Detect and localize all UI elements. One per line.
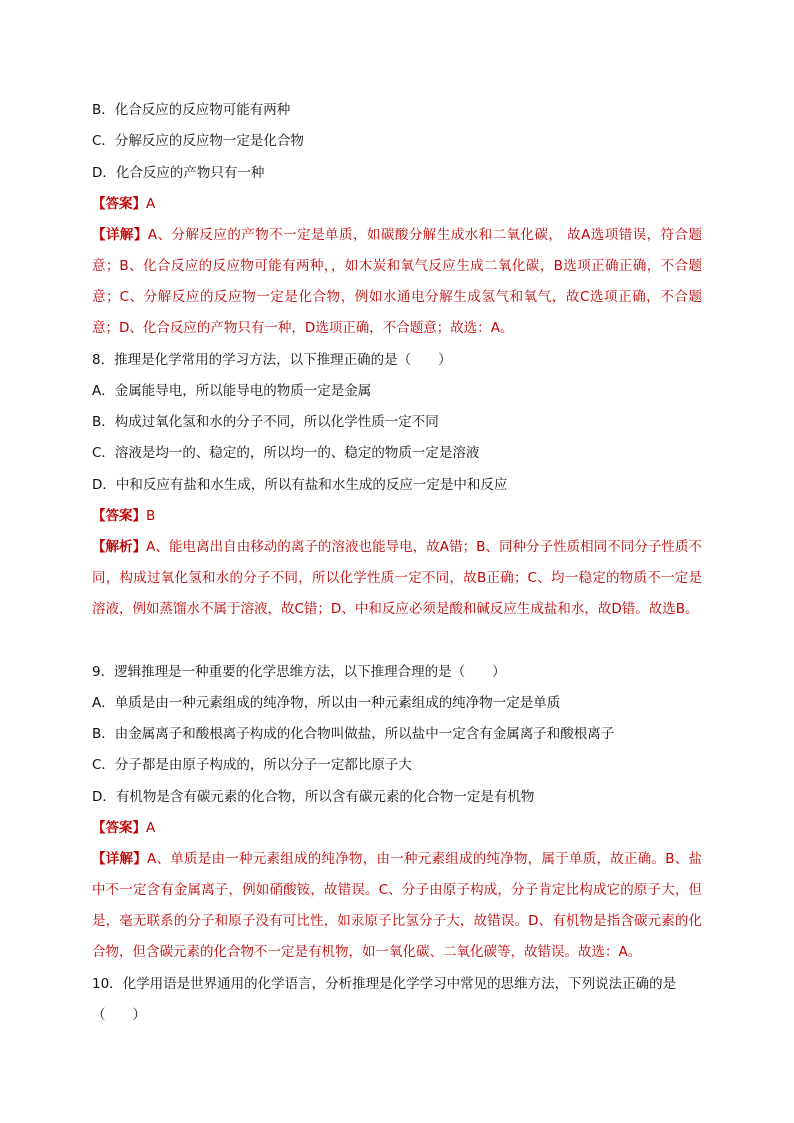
answer-value: A bbox=[146, 196, 156, 212]
detail-text: A、单质是由一种元素组成的纯净物，由一种元素组成的纯净物，属于单质，故正确。B、盐中不一定含有金属离子，例如硝酸铵，故错误。C、分子由原子构成，分子肯定比构成它的原子大，但是，毫无联系的分子和原子没有可比性，如汞原子比氢分子大，故错误。D、有机物是指含碳元素的化合物，但含碳元素的化合物不一定是有机物，如一氧化碳、二氧化碳等，故错误。故选：A。 bbox=[92, 851, 702, 960]
q8-explanation bbox=[92, 532, 702, 625]
q8-option-c: C．溶液是均一的、稳定的，所以均一的、稳定的物质一定是溶液 bbox=[92, 445, 480, 461]
q7-explanation bbox=[92, 220, 702, 344]
detail-tag: 【解析】 bbox=[92, 539, 147, 555]
answer-value: B bbox=[146, 508, 156, 524]
q8-answer bbox=[92, 506, 155, 526]
q9-option-b: B．由金属离子和酸根离子构成的化合物叫做盐，所以盐中一定含有金属离子和酸根离子 bbox=[92, 726, 615, 742]
detail-tag: 【详解】 bbox=[92, 851, 147, 867]
q8-option-b: B．构成过氧化氢和水的分子不同，所以化学性质一定不同 bbox=[92, 414, 439, 430]
answer-value: A bbox=[146, 820, 156, 836]
q9-answer bbox=[92, 818, 155, 838]
q8-option-d: D．中和反应有盐和水生成，所以有盐和水生成的反应一定是中和反应 bbox=[92, 477, 508, 493]
q7-option-b: B．化合反应的反应物可能有两种 bbox=[92, 102, 291, 118]
q7-answer bbox=[92, 194, 155, 214]
answer-tag: 【答案】 bbox=[92, 196, 146, 212]
detail-text: A、分解反应的产物不一定是单质，如碳酸分解生成水和二氧化碳， 故A选项错误，符合题意；B、化合反应的反应物可能有两种，，如木炭和氧气反应生成二氧化碳，B选项正确正确，不合题意；C、分解反应的反应物一定是化合物，例如水通电分解生成氢气和氧气，故C选项正确，不合题意；D、化合反应的产物只有一种，D选项正确，不合题意；故选：A。 bbox=[92, 227, 702, 336]
answer-tag: 【答案】 bbox=[92, 820, 146, 836]
q10-stem-line1: 10．化学用语是世界通用的化学语言，分析推理是化学学习中常见的思维方法，下列说法正确的是 bbox=[92, 976, 677, 992]
q9-option-c: C．分子都是由原子构成的，所以分子一定都比原子大 bbox=[92, 757, 412, 773]
q9-explanation bbox=[92, 844, 702, 968]
q8-option-a: A．金属能导电，所以能导电的物质一定是金属 bbox=[92, 383, 372, 399]
q8-stem: 8．推理是化学常用的学习方法，以下推理正确的是（ ） bbox=[92, 352, 452, 368]
q7-option-d: D．化合反应的产物只有一种 bbox=[92, 165, 265, 181]
detail-text: A、能电离出自由移动的离子的溶液也能导电，故A错；B、同种分子性质相同不同分子性质不同，构成过氧化氢和水的分子不同，所以化学性质一定不同，故B正确；C、均一稳定的物质不一定是溶液，例如蒸馏水不属于溶液，故C错；D、中和反应必须是酸和碱反应生成盐和水，故D错。故选B。 bbox=[92, 539, 703, 617]
detail-tag: 【详解】 bbox=[92, 227, 148, 243]
q10-stem-line2: （ ） bbox=[92, 1007, 146, 1023]
q9-option-d: D．有机物是含有碳元素的化合物，所以含有碳元素的化合物一定是有机物 bbox=[92, 789, 535, 805]
answer-tag: 【答案】 bbox=[92, 508, 146, 524]
q9-option-a: A．单质是由一种元素组成的纯净物，所以由一种元素组成的纯净物一定是单质 bbox=[92, 695, 561, 711]
q9-stem: 9．逻辑推理是一种重要的化学思维方法，以下推理合理的是（ ） bbox=[92, 664, 506, 680]
q7-option-c: C．分解反应的反应物一定是化合物 bbox=[92, 133, 304, 149]
